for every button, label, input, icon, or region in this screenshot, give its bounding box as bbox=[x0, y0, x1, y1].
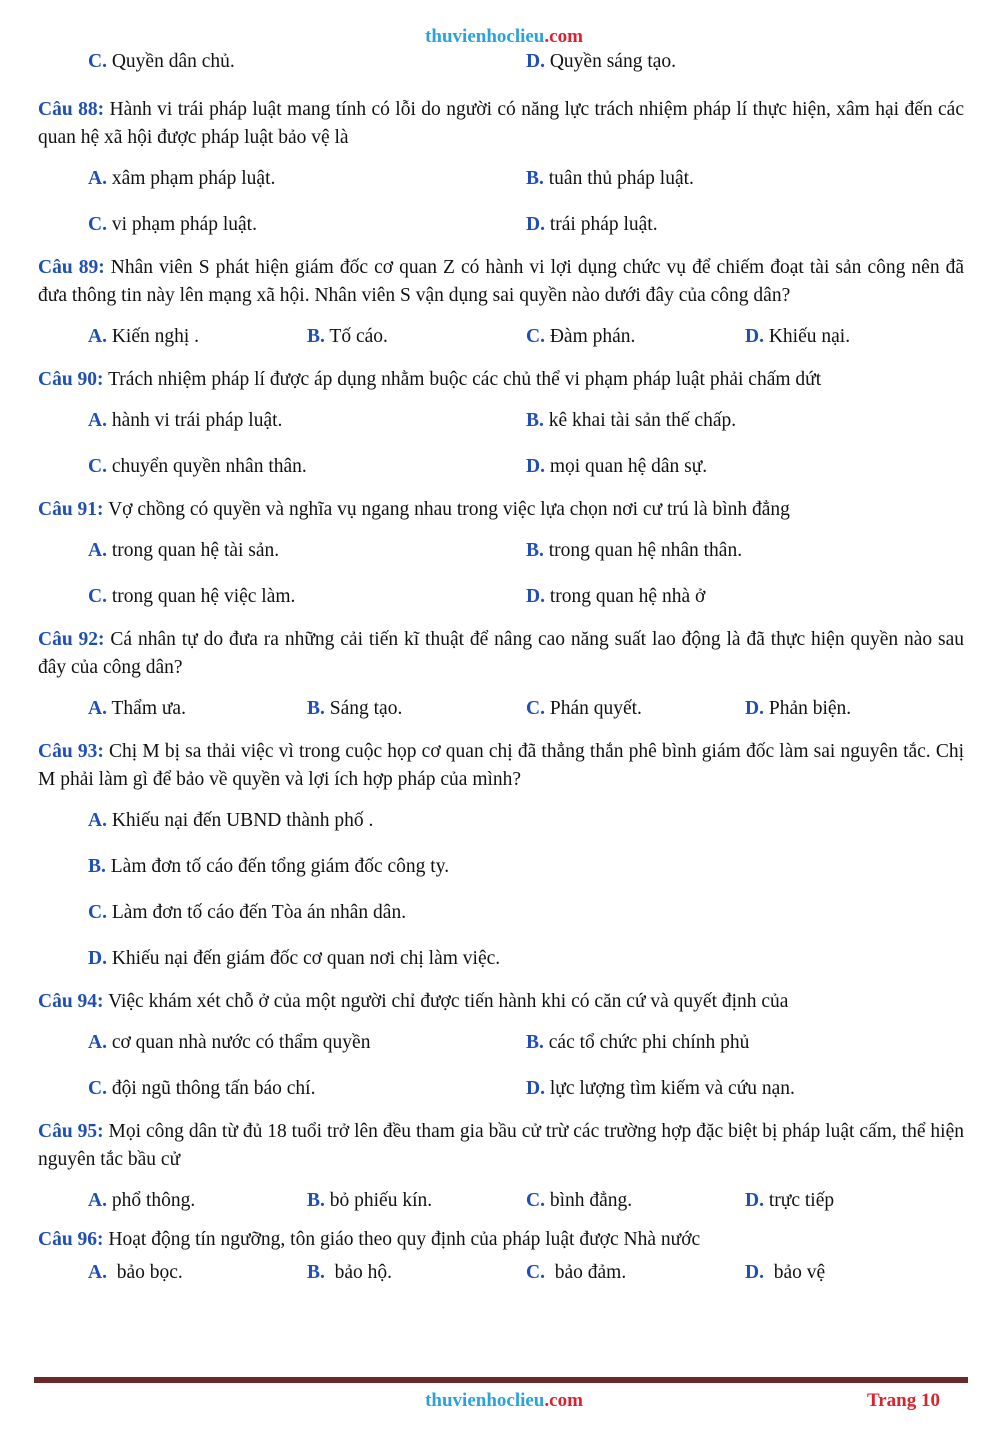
question-93: Câu 93: Chị M bị sa thải việc vì trong cuộc họp cơ quan chị đã thẳng thắn phê bình giám đốc làm sai nguyên tắc. Chị M phải làm gì để bảo về quyền và lợi ích hợp pháp của mình? bbox=[38, 741, 965, 790]
option-a: A. bảo bọc. bbox=[88, 1262, 183, 1283]
options-row bbox=[38, 1254, 964, 1292]
option-d: D. bảo vệ bbox=[745, 1262, 826, 1283]
question-96: Câu 96: Hoạt động tín ngưỡng, tôn giáo theo quy định của pháp luật được Nhà nước bbox=[38, 1229, 701, 1250]
options-row bbox=[38, 444, 964, 490]
brand-domain: .com bbox=[544, 26, 583, 47]
option: C. Quyền dân chủ. bbox=[88, 51, 235, 72]
option-b: B. Tố cáo. bbox=[307, 326, 388, 347]
option-b: B. tuân thủ pháp luật. bbox=[526, 168, 694, 189]
option-c: C. Làm đơn tố cáo đến Tòa án nhân dân. bbox=[88, 902, 407, 923]
options-row bbox=[38, 528, 964, 574]
options-row bbox=[38, 314, 964, 360]
options-row bbox=[38, 1066, 964, 1112]
options-row bbox=[38, 398, 964, 444]
question-list bbox=[38, 48, 964, 1292]
option-b: B. kê khai tài sản thế chấp. bbox=[526, 410, 737, 431]
option-c: C. trong quan hệ việc làm. bbox=[88, 586, 296, 607]
options-row bbox=[38, 798, 964, 844]
options-row bbox=[38, 1178, 964, 1224]
option-d: D. trong quan hệ nhà ở bbox=[526, 586, 706, 607]
option-c: C. Đàm phán. bbox=[526, 326, 636, 347]
question-89: Câu 89: Nhân viên S phát hiện giám đốc cơ quan Z có hành vi lợi dụng chức vụ để chiếm đoạt tài sản công nên đã đưa thông tin này lên mạng xã hội. Nhân viên S vận dụng sai quyền nào dưới đây của công dân? bbox=[38, 257, 965, 306]
page-number: Trang 10 bbox=[866, 1390, 940, 1411]
option-d: D. Khiếu nại đến giám đốc cơ quan nơi chị làm việc. bbox=[88, 948, 501, 969]
options-row bbox=[38, 936, 964, 982]
option-d: D. trái pháp luật. bbox=[526, 214, 658, 235]
options-row bbox=[38, 574, 964, 620]
option-a: A. phổ thông. bbox=[88, 1190, 196, 1211]
option-b: B. bỏ phiếu kín. bbox=[307, 1190, 433, 1211]
options-row bbox=[38, 1020, 964, 1066]
option-b: B. các tổ chức phi chính phủ bbox=[526, 1032, 750, 1053]
options-row bbox=[38, 156, 964, 202]
option-a: A. hành vi trái pháp luật. bbox=[88, 410, 283, 431]
option-d: D. mọi quan hệ dân sự. bbox=[526, 456, 708, 477]
header-brand bbox=[0, 26, 1008, 48]
option-c: C. bình đẳng. bbox=[526, 1190, 633, 1211]
option-b: B. Sáng tạo. bbox=[307, 698, 403, 719]
option-d: D. Khiếu nại. bbox=[745, 326, 851, 347]
brand-name: thuvienhoclieu bbox=[425, 26, 545, 47]
options-row bbox=[38, 202, 964, 248]
option-d: D. trực tiếp bbox=[745, 1190, 835, 1211]
option-a: A. trong quan hệ tài sản. bbox=[88, 540, 280, 561]
options-row bbox=[38, 48, 964, 76]
option-b: B. trong quan hệ nhân thân. bbox=[526, 540, 743, 561]
option-c: C. đội ngũ thông tấn báo chí. bbox=[88, 1078, 316, 1099]
option-a: A. Khiếu nại đến UBND thành phố . bbox=[88, 810, 374, 831]
question-90: Câu 90: Trách nhiệm pháp lí được áp dụng nhằm buộc các chủ thể vi phạm pháp luật phải chấm dứt bbox=[38, 369, 822, 390]
option-c: C. Phán quyết. bbox=[526, 698, 642, 719]
question-91: Câu 91: Vợ chồng có quyền và nghĩa vụ ngang nhau trong việc lựa chọn nơi cư trú là bình đẳng bbox=[38, 499, 790, 520]
option-c: C. vi phạm pháp luật. bbox=[88, 214, 257, 235]
footer-divider bbox=[34, 1377, 968, 1383]
option-b: B. Làm đơn tố cáo đến tổng giám đốc công ty. bbox=[88, 856, 450, 877]
footer-brand: thuvienhoclieu.com bbox=[425, 1390, 583, 1411]
option: D. Quyền sáng tạo. bbox=[526, 51, 677, 72]
options-row bbox=[38, 686, 964, 732]
option-d: D. Phản biện. bbox=[745, 698, 852, 719]
options-row bbox=[38, 890, 964, 936]
option-a: A. Kiến nghị . bbox=[88, 326, 200, 347]
question-94: Câu 94: Việc khám xét chỗ ở của một người chỉ được tiến hành khi có căn cứ và quyết định của bbox=[38, 991, 789, 1012]
option-a: A. cơ quan nhà nước có thẩm quyền bbox=[88, 1032, 371, 1053]
option-c: C. bảo đảm. bbox=[526, 1262, 627, 1283]
option-a: A. xâm phạm pháp luật. bbox=[88, 168, 276, 189]
question-95: Câu 95: Mọi công dân từ đủ 18 tuổi trở lên đều tham gia bầu cử trừ các trường hợp đặc biệt bị pháp luật cấm, thể hiện nguyên tắc bầu cử bbox=[38, 1121, 965, 1170]
options-row bbox=[38, 844, 964, 890]
option-c: C. chuyển quyền nhân thân. bbox=[88, 456, 307, 477]
option-b: B. bảo hộ. bbox=[307, 1262, 393, 1283]
question-92: Câu 92: Cá nhân tự do đưa ra những cải tiến kĩ thuật để nâng cao năng suất lao động là đã thực hiện quyền nào sau đây của công dân? bbox=[38, 629, 964, 678]
option-d: D. lực lượng tìm kiếm và cứu nạn. bbox=[526, 1078, 795, 1099]
option-a: A. Thẩm ưa. bbox=[88, 698, 186, 719]
question-88: Câu 88: Hành vi trái pháp luật mang tính có lỗi do người có năng lực trách nhiệm pháp lí thực hiện, xâm hại đến các quan hệ xã hội được pháp luật bảo vệ là bbox=[38, 99, 964, 148]
